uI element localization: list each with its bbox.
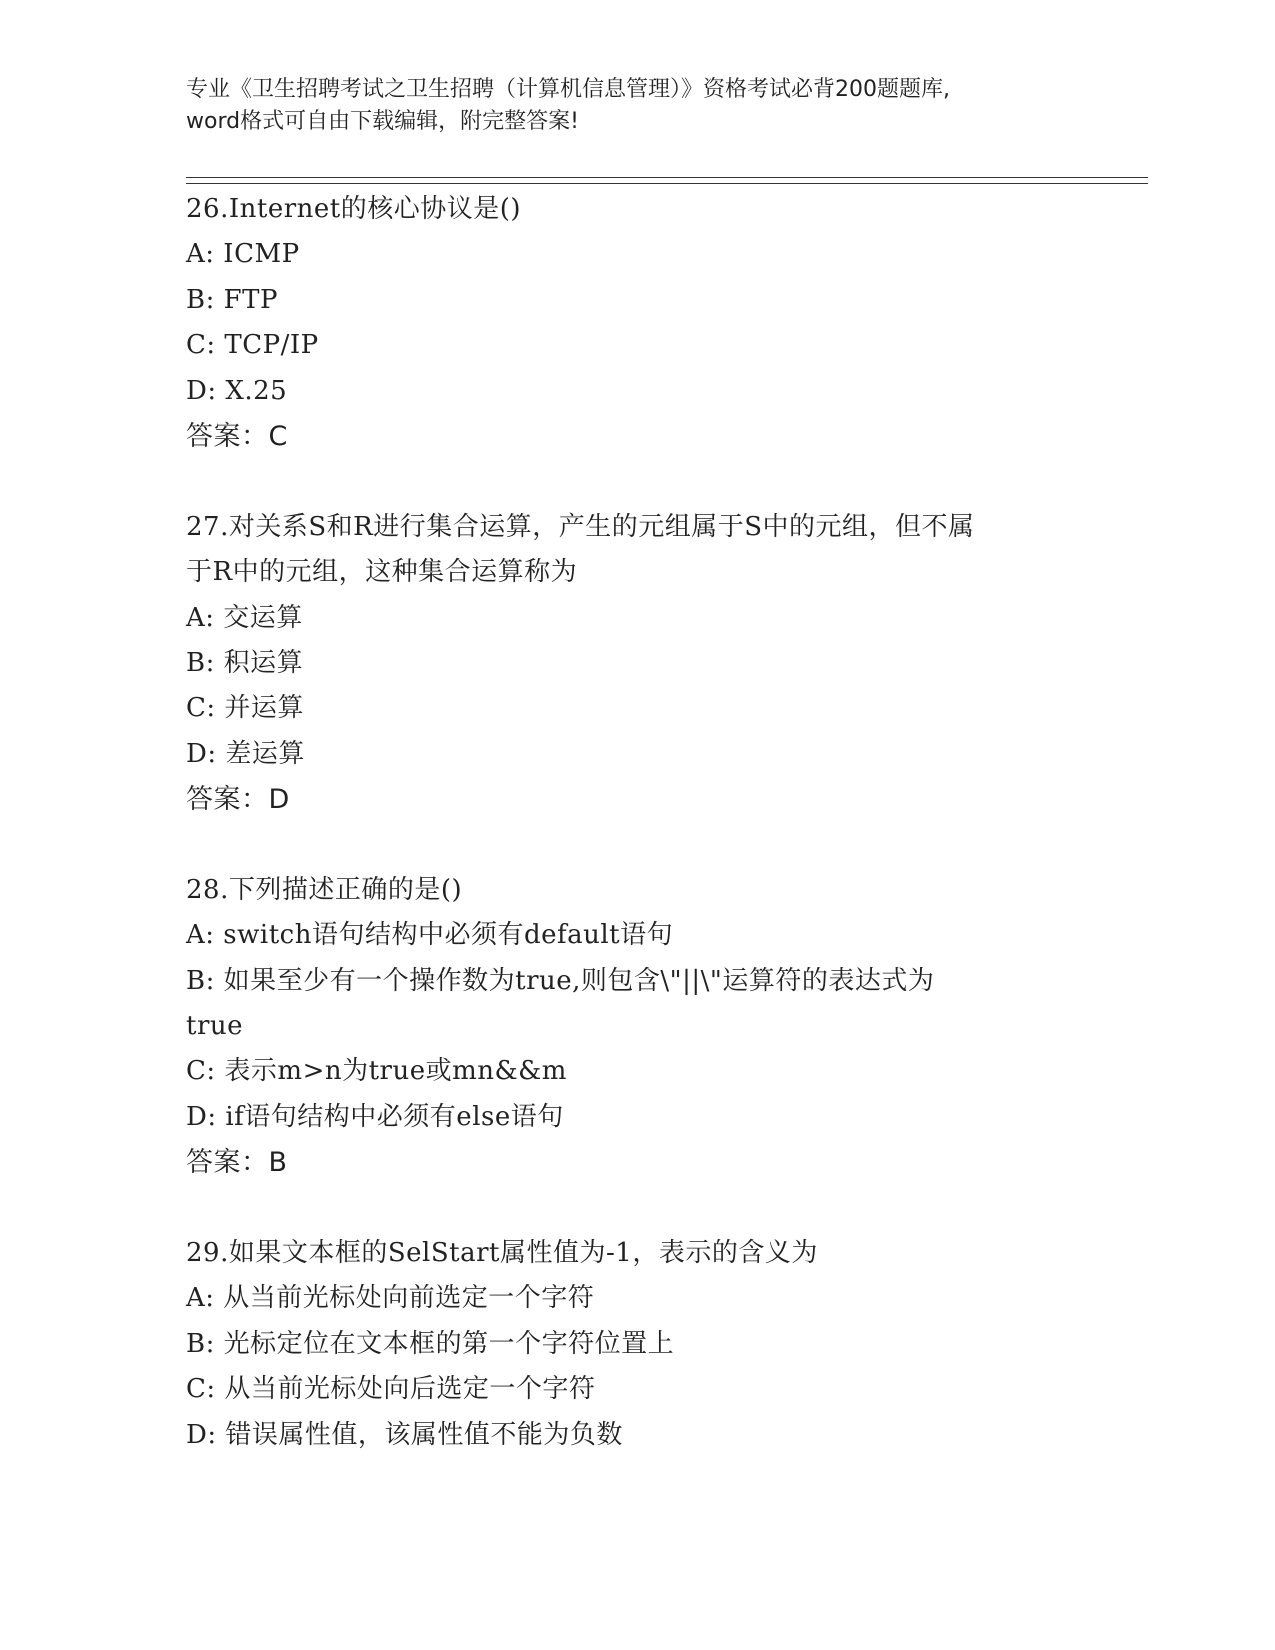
option-c: C: TCP/IP [186,330,319,361]
option-a: A: 交运算 [186,602,303,633]
document-header [186,74,1086,138]
header-line: word格式可自由下载编辑，附完整答案! [186,109,579,134]
question-stem: 29.如果文本框的SelStart属性值为-1，表示的含义为 [186,1237,818,1268]
option-d: D: 错误属性值，该属性值不能为负数 [186,1419,623,1450]
option-a: A: 从当前光标处向前选定一个字符 [186,1283,595,1314]
question-stem: 27.对关系S和R进行集合运算，产生的元组属于S中的元组，但不属 [186,511,975,542]
option-b: B: 光标定位在文本框的第一个字符位置上 [186,1328,675,1359]
option-b: B: FTP [186,284,279,315]
option-b: B: 积运算 [186,647,304,678]
answer-label: 答案：B [186,1147,288,1179]
option-d: D: if语句结构中必须有else语句 [186,1101,564,1132]
question-28 [186,868,1086,1231]
question-29 [186,1231,1086,1458]
option-b: B: 如果至少有一个操作数为true,则包含\"||\"运算符的表达式为 [186,965,935,996]
question-27 [186,505,1086,868]
question-stem-continued: 于R中的元组，这种集合运算称为 [186,557,578,588]
question-stem: 26.Internet的核心协议是() [186,194,521,224]
option-c: C: 表示m>n为true或mn&&m [186,1056,567,1087]
header-divider [186,177,1148,178]
answer-label: 答案：C [186,420,288,452]
header-divider [186,183,1148,184]
answer-label: 答案：D [186,784,290,816]
question-list [186,187,1086,1458]
option-c: C: 并运算 [186,693,304,724]
option-a: A: ICMP [186,239,300,270]
option-b-continued: true [186,1011,244,1042]
question-26 [186,187,1086,505]
option-d: D: 差运算 [186,738,305,769]
question-stem: 28.下列描述正确的是() [186,874,463,905]
option-a: A: switch语句结构中必须有default语句 [186,920,674,951]
option-c: C: 从当前光标处向后选定一个字符 [186,1374,596,1405]
header-line: 专业《卫生招聘考试之卫生招聘（计算机信息管理）》资格考试必背200题题库, [186,77,950,102]
option-d: D: X.25 [186,375,288,406]
